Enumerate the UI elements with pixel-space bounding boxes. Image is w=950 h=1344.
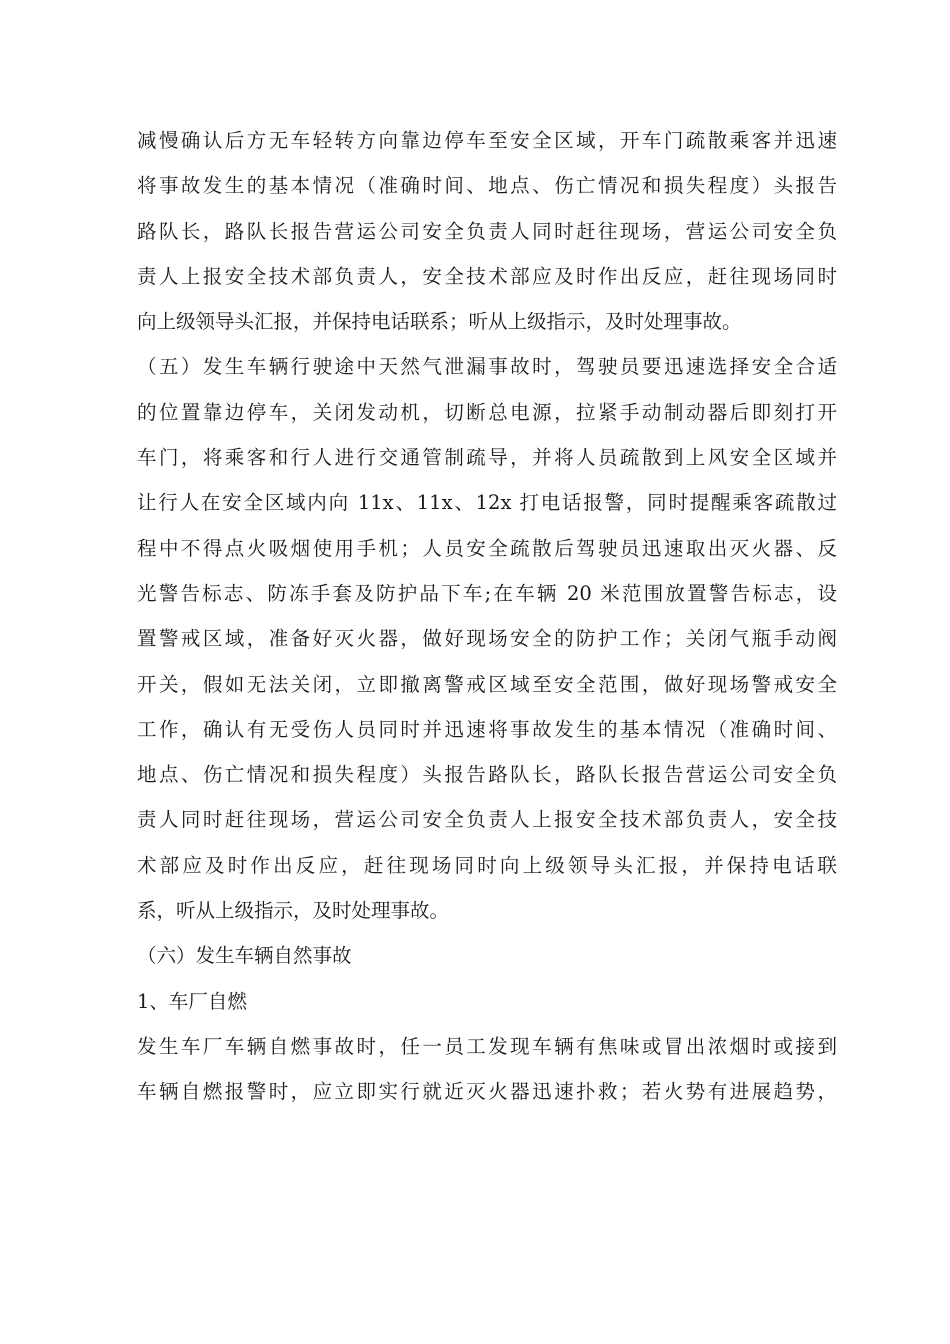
text-line: 系，听从上级指示，及时处理事故。 [137, 899, 450, 923]
text-line: 车辆自燃报警时，应立即实行就近灭火器迅速扑救；若火势有进展趋势， [137, 1080, 837, 1104]
text-line: 减慢确认后方无车轻转方向靠边停车至安全区域，开车门疏散乘客并迅速 [137, 129, 837, 152]
text-line: （六）发生车辆自然事故 [137, 944, 352, 968]
text-line: 地点、伤亡情况和损失程度）头报告路队长，路队长报告营运公司安全负 [137, 763, 837, 787]
text-line: 责人上报安全技术部负责人，安全技术部应及时作出反应，赶往现场同时 [137, 264, 837, 288]
text-line: 让行人在安全区域内向 11x、11x、12x 打电话报警，同时提醒乘客疏散过 [137, 491, 837, 515]
text-line: （五）发生车辆行驶途中天然气泄漏事故时，驾驶员要迅速选择安全合适 [137, 355, 837, 379]
text-line: 术部应及时作出反应，赶往现场同时向上级领导头汇报，并保持电话联 [137, 853, 837, 877]
text-line: 置警戒区域，准备好灭火器，做好现场安全的防护工作；关闭气瓶手动阀 [137, 627, 837, 651]
text-line: 将事故发生的基本情况（准确时间、地点、伤亡情况和损失程度）头报告 [137, 174, 837, 198]
text-line: 向上级领导头汇报，并保持电话联系；听从上级指示，及时处理事故。 [137, 310, 742, 334]
text-line: 程中不得点火吸烟使用手机；人员安全疏散后驾驶员迅速取出灭火器、反 [137, 536, 837, 560]
text-line: 开关，假如无法关闭，立即撤离警戒区域至安全范围，做好现场警戒安全 [137, 672, 837, 696]
text-line: 工作，确认有无受伤人员同时并迅速将事故发生的基本情况（准确时间、 [137, 717, 837, 741]
text-line: 光警告标志、防冻手套及防护品下车;在车辆 20 米范围放置警告标志，设 [137, 581, 837, 605]
text-line: 发生车厂车辆自燃事故时，任一员工发现车辆有焦味或冒出浓烟时或接到 [137, 1034, 837, 1058]
text-line: 1、车厂自燃 [137, 989, 247, 1013]
text-line: 路队长，路队长报告营运公司安全负责人同时赶往现场，营运公司安全负 [137, 219, 837, 243]
text-line: 的位置靠边停车，关闭发动机，切断总电源，拉紧手动制动器后即刻打开 [137, 400, 837, 424]
text-line: 车门，将乘客和行人进行交通管制疏导，并将人员疏散到上风安全区域并 [137, 446, 837, 470]
text-line: 责人同时赶往现场，营运公司安全负责人上报安全技术部负责人，安全技 [137, 808, 837, 832]
body-text [137, 118, 837, 1115]
